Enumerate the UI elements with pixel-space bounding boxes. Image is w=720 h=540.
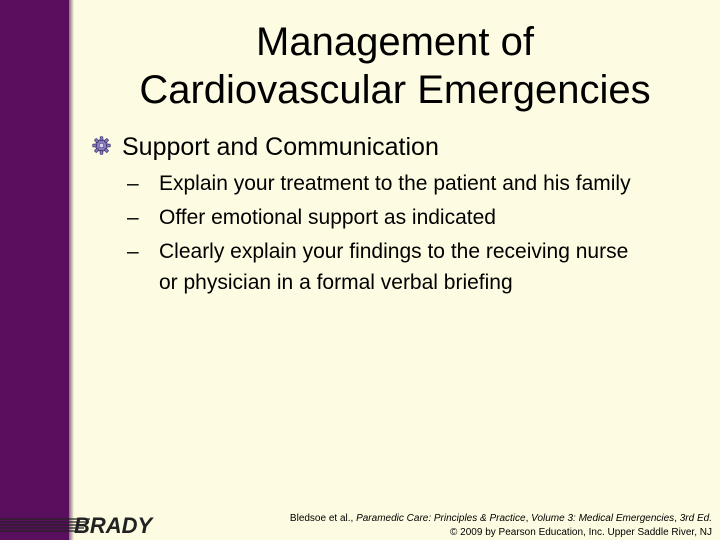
brady-logo — [0, 510, 170, 538]
citation — [290, 512, 712, 540]
gear-icon — [92, 136, 111, 155]
citation-separator: , — [525, 513, 532, 524]
sub-bullet-dash: – — [127, 206, 139, 229]
slide-title — [80, 18, 710, 114]
copyright: © 2009 by Pearson Education, Inc. Upper Saddle River, NJ — [450, 527, 712, 538]
sub-bullet-dash: – — [127, 172, 139, 195]
sub-bullet-text: Explain your treatment to the patient and his family — [159, 172, 631, 195]
brady-logo-text: BRADY — [74, 513, 153, 538]
citation-edition: 3rd Ed. — [679, 513, 712, 524]
sub-bullet-item — [127, 202, 647, 233]
citation-line-1 — [290, 512, 712, 526]
main-bullet-text: Support and Communication — [122, 133, 439, 161]
sub-bullet-dash: – — [127, 240, 139, 263]
citation-authors: Bledsoe et al., — [289, 513, 357, 524]
slide-title-line-2: Cardiovascular Emergencies — [139, 68, 651, 112]
citation-volume: Volume 3: Medical Emergencies — [531, 513, 675, 524]
sub-bullet-text: Clearly explain your findings to the receiving nurse or physician in a formal verbal briefing — [159, 240, 629, 294]
left-accent-bar-edge — [69, 0, 74, 540]
citation-book: Paramedic Care: Principles & Practice — [356, 513, 526, 524]
sub-bullet-text: Offer emotional support as indicated — [159, 206, 496, 229]
sub-bullet-item — [127, 236, 647, 298]
citation-separator: , — [674, 513, 680, 524]
sub-bullet-item — [127, 168, 647, 199]
slide-title-line-1: Management of — [256, 20, 534, 64]
sub-bullet-list — [127, 168, 647, 301]
left-accent-bar — [0, 0, 69, 540]
